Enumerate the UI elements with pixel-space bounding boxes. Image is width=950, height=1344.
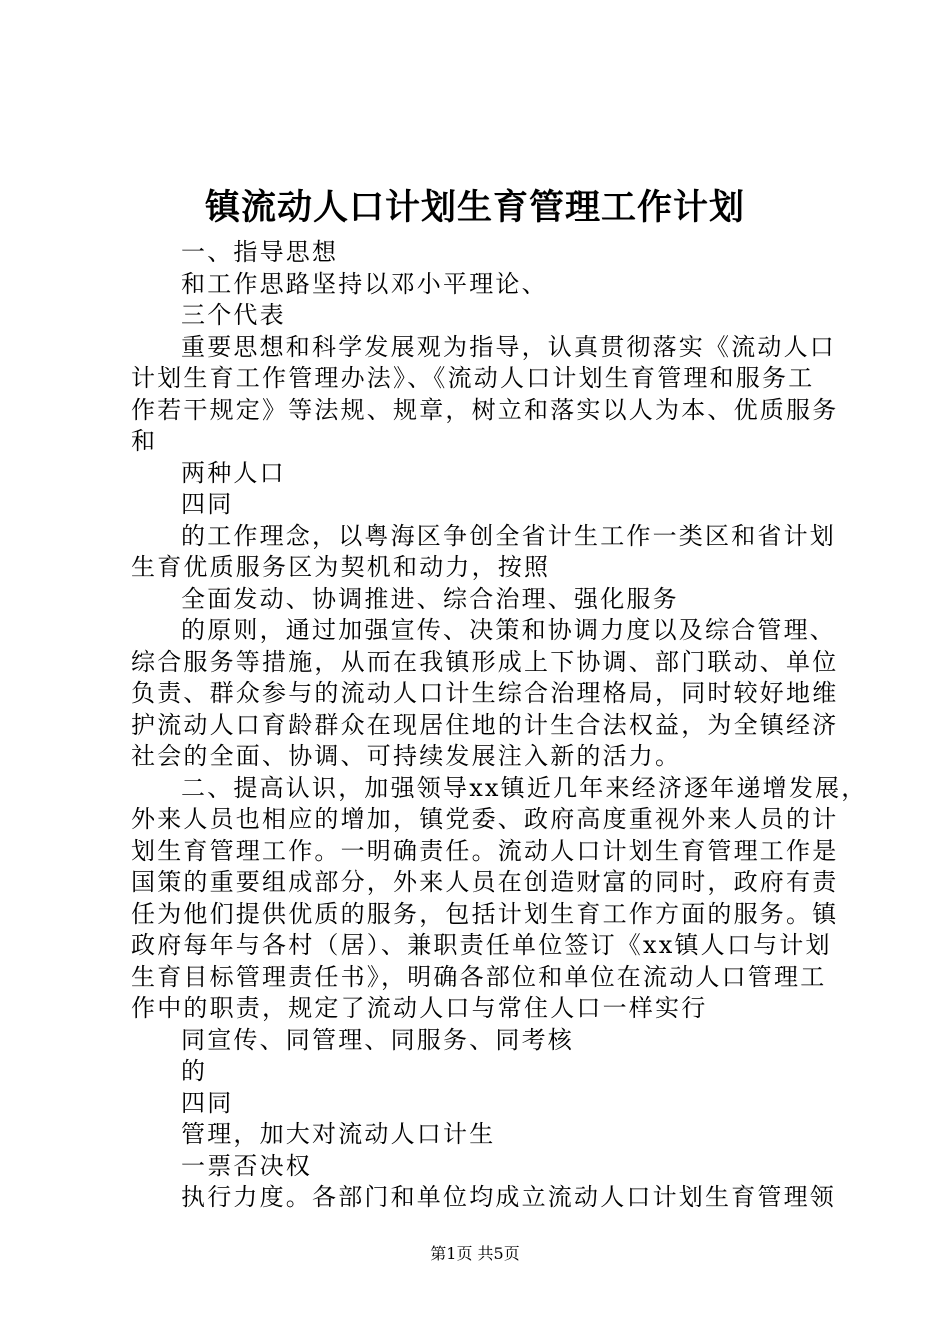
body-line: 的工作理念，以粤海区争创全省计生工作一类区和省计划 bbox=[181, 521, 836, 550]
body-line: 四同 bbox=[181, 1088, 234, 1117]
body-line: 生育目标管理责任书》，明确各部位和单位在流动人口管理工 bbox=[131, 962, 827, 991]
body-line: 和 bbox=[131, 427, 158, 455]
body-line: 的 bbox=[181, 1057, 208, 1085]
body-line: 和工作思路坚持以邓小平理论、 bbox=[181, 269, 548, 298]
body-line: 任为他们提供优质的服务，包括计划生育工作方面的服务。镇 bbox=[131, 899, 839, 928]
body-line: 同宣传、同管理、同服务、同考核 bbox=[181, 1025, 574, 1054]
body-line: 划生育管理工作。一明确责任。流动人口计划生育管理工作是 bbox=[131, 836, 839, 865]
body-line: 政府每年与各村（居）、兼职责任单位签订《xx镇人口与计划 bbox=[131, 931, 832, 959]
body-line: 负责、群众参与的流动人口计生综合治理格局，同时较好地维 bbox=[131, 679, 839, 707]
body-line: 一票否决权 bbox=[181, 1151, 312, 1180]
body-line: 重要思想和科学发展观为指导，认真贯彻落实《流动人口 bbox=[181, 332, 836, 361]
body-line: 全面发动、协调推进、综合治理、强化服务 bbox=[181, 584, 679, 613]
body-line: 护流动人口育龄群众在现居住地的计生合法权益，为全镇经济 bbox=[131, 710, 839, 739]
body-line: 一、指导思想 bbox=[181, 238, 339, 266]
body-line: 二、提高认识，加强领导xx镇近几年来经济逐年递增发展， bbox=[181, 773, 868, 802]
body-line: 社会的全面、协调、可持续发展注入新的活力。 bbox=[131, 742, 682, 770]
body-line: 国策的重要组成部分，外来人员在创造财富的同时，政府有责 bbox=[131, 868, 839, 896]
document-body bbox=[131, 237, 868, 1214]
document-title: 镇流动人口计划生育管理工作计划 bbox=[204, 187, 745, 228]
body-line: 外来人员也相应的增加，镇党委、政府高度重视外来人员的计 bbox=[131, 805, 839, 833]
body-line: 四同 bbox=[181, 490, 234, 518]
body-line: 计划生育工作管理办法》、《流动人口计划生育管理和服务工 bbox=[131, 364, 815, 392]
body-line: 执行力度。各部门和单位均成立流动人口计划生育管理领 bbox=[181, 1183, 836, 1211]
body-line: 的原则，通过加强宣传、决策和协调力度以及综合管理、 bbox=[181, 616, 836, 644]
body-line: 生育优质服务区为契机和动力，按照 bbox=[131, 553, 551, 581]
body-line: 管理，加大对流动人口计生 bbox=[181, 1120, 496, 1148]
body-line: 两种人口 bbox=[181, 458, 286, 487]
body-line: 作中的职责，规定了流动人口与常住人口一样实行 bbox=[131, 994, 708, 1022]
body-line: 作若干规定》等法规、规章，树立和落实以人为本、优质服务 bbox=[131, 395, 839, 424]
page-footer: 第1页 共5页 bbox=[430, 1244, 520, 1263]
body-line: 三个代表 bbox=[181, 301, 286, 329]
body-line: 综合服务等措施，从而在我镇形成上下协调、部门联动、单位 bbox=[131, 647, 839, 676]
